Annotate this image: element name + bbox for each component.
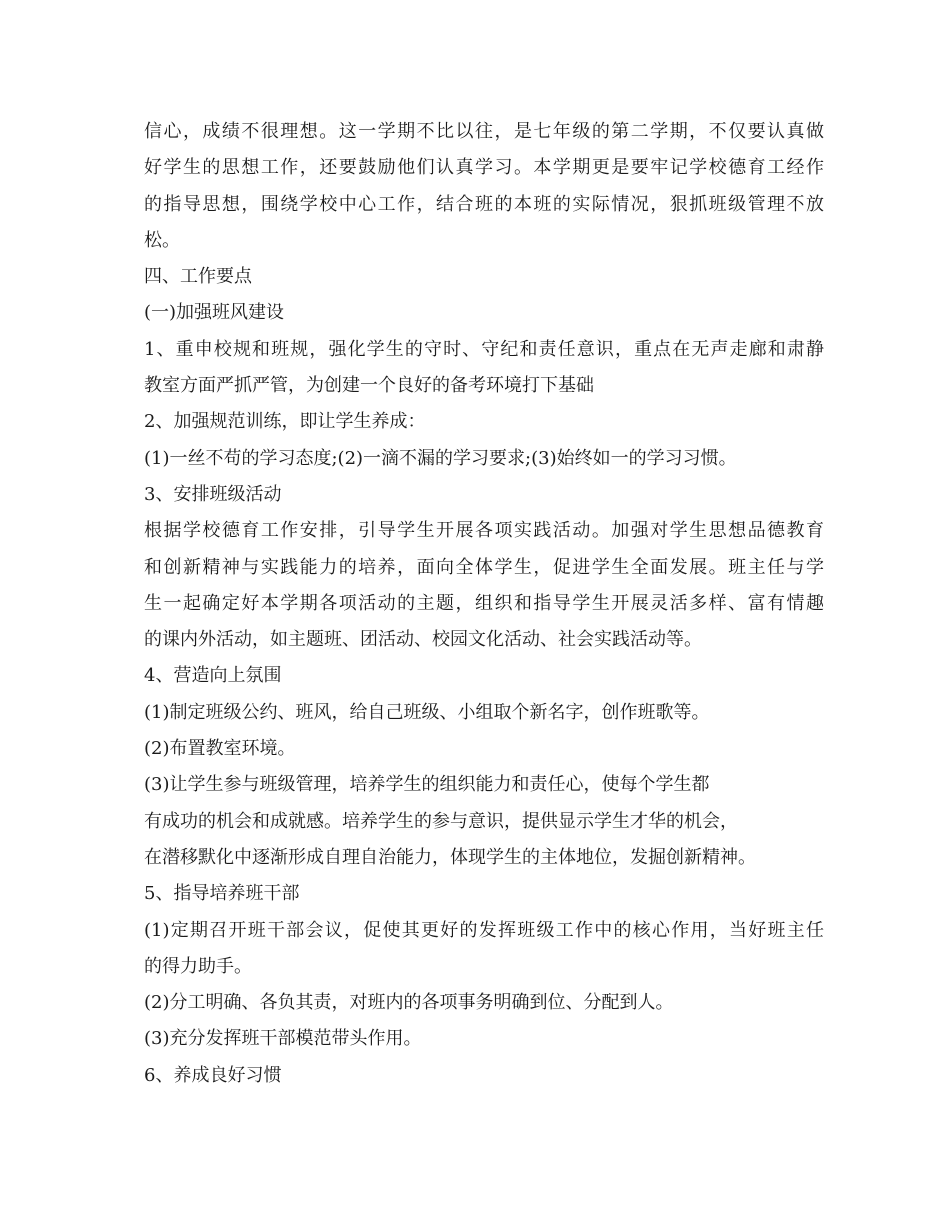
text-line: (1)定期召开班干部会议，促使其更好的发挥班级工作中的核心作用，当好班主任 xyxy=(144,919,824,941)
text-line: 生一起确定好本学期各项活动的主题，组织和指导学生开展灵活多样、富有情趣 xyxy=(144,592,824,614)
text-line: 1、重申校规和班规，强化学生的守时、守纪和责任意识，重点在无声走廊和肃静 xyxy=(144,338,824,360)
item-heading: 4、营造向上氛围 xyxy=(144,665,282,687)
text-line: (1)制定班级公约、班风，给自己班级、小组取个新名字，创作班歌等。 xyxy=(144,701,710,723)
text-line: 根据学校德育工作安排，引导学生开展各项实践活动。加强对学生思想品德教育 xyxy=(144,520,824,542)
text-line: 信心，成绩不很理想。这一学期不比以往，是七年级的第二学期，不仅要认真做 xyxy=(144,121,824,142)
text-line: 松。 xyxy=(144,229,180,251)
text-line: 在潜移默化中逐渐形成自理自治能力，体现学生的主体地位，发掘创新精神。 xyxy=(144,846,756,868)
section-heading: 四、工作要点 xyxy=(144,266,252,288)
text-line: (3)充分发挥班干部模范带头作用。 xyxy=(144,1028,422,1050)
text-line: 和创新精神与实践能力的培养，面向全体学生，促进学生全面发展。班主任与学 xyxy=(144,556,824,578)
text-line: 的得力助手。 xyxy=(144,955,252,977)
text-line: (3)让学生参与班级管理，培养学生的组织能力和责任心，使每个学生都 xyxy=(144,774,710,796)
document-body xyxy=(144,114,824,1094)
item-heading: 5、指导培养班干部 xyxy=(144,883,300,905)
text-line: 的指导思想，围绕学校中心工作，结合班的本班的实际情况，狠抓班级管理不放 xyxy=(144,193,824,215)
text-line: 教室方面严抓严管，为创建一个良好的备考环境打下基础 xyxy=(144,375,594,397)
subsection-heading: (一)加强班风建设 xyxy=(144,302,285,324)
item-heading: 2、加强规范训练，即让学生养成： xyxy=(144,411,426,433)
text-line: (1)一丝不苟的学习态度;(2)一滴不漏的学习要求;(3)始终如一的学习习惯。 xyxy=(144,447,737,469)
text-line: 有成功的机会和成就感。培养学生的参与意识，提供显示学生才华的机会， xyxy=(144,810,738,832)
text-line: (2)分工明确、各负其责，对班内的各项事务明确到位、分配到人。 xyxy=(144,992,674,1014)
text-line: 好学生的思想工作，还要鼓励他们认真学习。本学期更是要牢记学校德育工经作 xyxy=(144,157,824,179)
text-line: 的课内外活动，如主题班、团活动、校园文化活动、社会实践活动等。 xyxy=(144,629,702,651)
item-heading: 6、养成良好习惯 xyxy=(144,1064,282,1086)
text-line: (2)布置教室环境。 xyxy=(144,738,296,760)
item-heading: 3、安排班级活动 xyxy=(144,483,282,505)
